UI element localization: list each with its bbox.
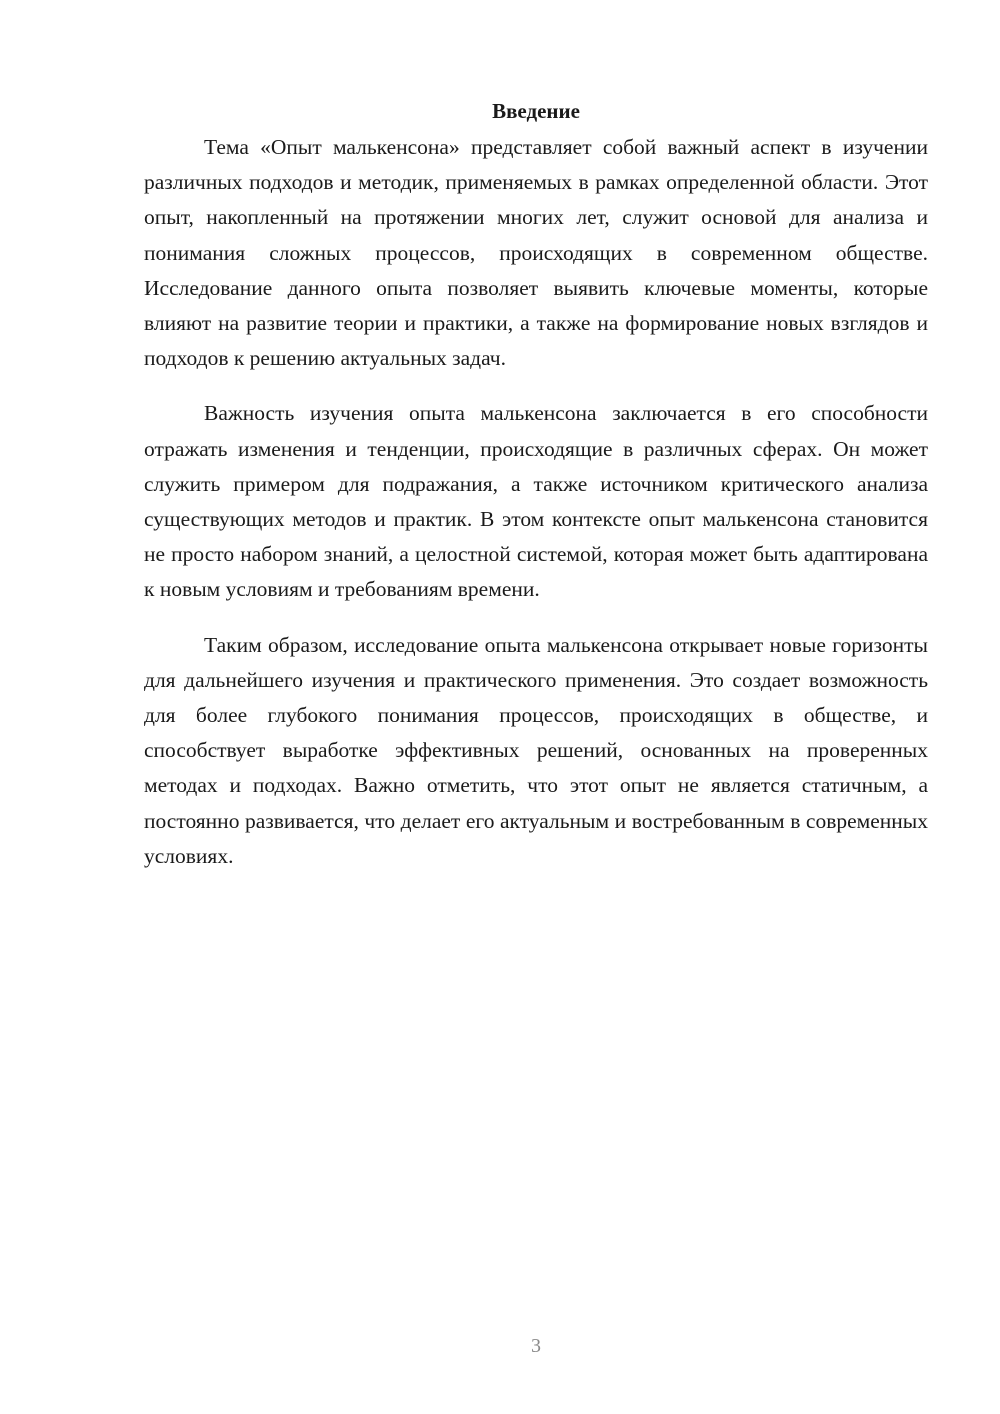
section-heading: Введение <box>492 99 580 123</box>
page-content <box>144 96 928 894</box>
paragraph-3: Таким образом, исследование опыта малькенсона открывает новые горизонты для дальнейшего изучения и практического применения. Это создает возможность для более глубокого понимания процессов, происходящих в обществе, и способствует выработке эффективных решений, основанных на проверенных методах и подходах. Важно отметить, что этот опыт не является статичным, а постоянно развивается, что делает его актуальным и востребованным в современных условиях. <box>144 632 928 868</box>
paragraph-2: Важность изучения опыта малькенсона заключается в его способности отражать изменения и тенденции, происходящие в различных сферах. Он может служить примером для подражания, а также источником критического анализа существующих методов и практик. В этом контексте опыт малькенсона становится не просто набором знаний, а целостной системой, которая может быть адаптирована к новым условиям и требованиям времени. <box>144 401 928 602</box>
page-number: 3 <box>531 1335 541 1357</box>
paragraph-1: Тема «Опыт малькенсона» представляет собой важный аспект в изучении различных подходов и методик, применяемых в рамках определенной области. Этот опыт, накопленный на протяжении многих лет, служит основой для анализа и понимания сложных процессов, происходящих в современном обществе. Исследование данного опыта позволяет выявить ключевые моменты, которые влияют на развитие теории и практики, а также на формирование новых взглядов и подходов к решению актуальных задач. <box>144 135 928 371</box>
